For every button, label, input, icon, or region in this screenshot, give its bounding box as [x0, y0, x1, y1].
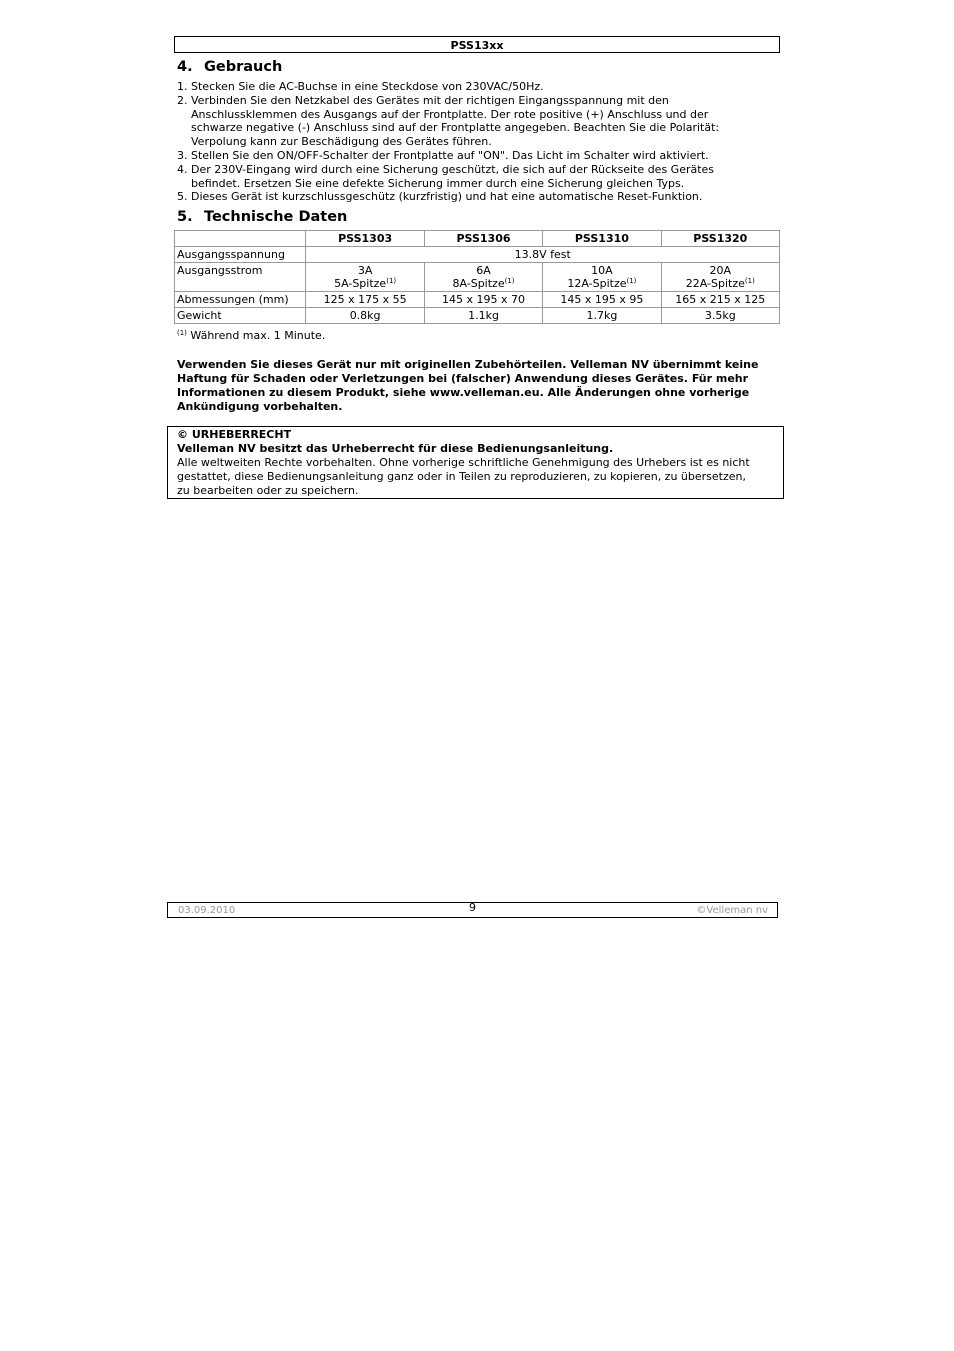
row-label: Ausgangsspannung — [175, 247, 306, 263]
copyright-subheading: Velleman NV besitzt das Urheberrecht für diese Bedienungsanleitung. — [177, 442, 614, 455]
list-item — [177, 190, 767, 204]
table-row — [175, 247, 780, 263]
step-text: Stecken Sie die AC-Buchse in eine Steckdose von 230VAC/50Hz. — [191, 80, 544, 93]
list-item — [177, 149, 767, 163]
row-label: Ausgangsstrom — [175, 263, 306, 292]
model-header: PSS1320 — [661, 231, 779, 247]
notice-line: Informationen zu diesem Produkt, siehe www.velleman.eu. Alle Änderungen ohne vorherige — [177, 386, 750, 399]
nominal-current: 10A — [591, 264, 613, 277]
table-cell: 165 x 215 x 125 — [661, 292, 779, 308]
table-cell: 13.8V fest — [306, 247, 780, 263]
section-heading: Gebrauch — [204, 59, 283, 75]
nominal-current: 20A — [709, 264, 732, 277]
notice-line: Verwenden Sie dieses Gerät nur mit originellen Zubehörteilen. Velleman NV übernimmt keine — [177, 358, 759, 371]
footer-date: 03.09.2010 — [178, 905, 236, 916]
list-item — [177, 94, 767, 149]
step-number: 4. — [177, 162, 188, 176]
table-cell: 1.1kg — [424, 308, 542, 324]
peak-current: 8A-Spitze — [452, 277, 505, 290]
nominal-current: 6A — [476, 264, 491, 277]
step-text: Verbinden Sie den Netzkabel des Gerätes mit der richtigen Eingangsspannung mit den — [191, 93, 669, 107]
section-heading: Technische Daten — [204, 209, 348, 225]
table-cell — [543, 263, 661, 292]
notice-line: Haftung für Schaden oder Verletzungen bei (falscher) Anwendung dieses Gerätes. Für mehr — [177, 372, 749, 385]
page-header — [174, 36, 780, 53]
table-cell — [306, 263, 424, 292]
section-title-specs — [177, 208, 347, 226]
table-cell: 1.7kg — [543, 308, 661, 324]
footnote-marker: (1) — [177, 329, 187, 337]
table-row — [175, 292, 780, 308]
copyright-line: Alle weltweiten Rechte vorbehalten. Ohne vorherige schriftliche Genehmigung des Urhebers ist es nicht — [177, 456, 750, 469]
step-number: 3. — [177, 148, 188, 162]
table-header-row — [175, 231, 780, 247]
list-item — [177, 80, 767, 94]
copyright-heading: © URHEBERRECHT — [177, 428, 292, 441]
footnote-text: Während max. 1 Minute. — [186, 329, 326, 342]
footnote-ref: (1) — [626, 277, 637, 285]
peak-current: 5A-Spitze — [334, 277, 387, 290]
table-cell: 145 x 195 x 70 — [424, 292, 542, 308]
step-text: Verpolung kann zur Beschädigung des Gerätes führen. — [191, 135, 492, 149]
footnote — [177, 329, 325, 342]
table-cell: 0.8kg — [306, 308, 424, 324]
empty-header-cell — [175, 231, 306, 247]
row-label: Abmessungen (mm) — [175, 292, 306, 308]
step-text: schwarze negative (-) Anschluss sind auf der Frontplatte angegeben. Beachten Sie die Polarität: — [191, 121, 720, 135]
step-number: 2. — [177, 93, 188, 107]
header-title: PSS13xx — [450, 39, 504, 52]
usage-steps-list — [177, 80, 767, 204]
table-cell — [661, 263, 779, 292]
list-item — [177, 163, 767, 191]
table-row — [175, 263, 780, 292]
table-cell: 3.5kg — [661, 308, 779, 324]
footnote-ref: (1) — [504, 277, 515, 285]
step-text: befindet. Ersetzen Sie eine defekte Sicherung immer durch eine Sicherung gleichen Typs. — [191, 176, 685, 190]
table-row — [175, 308, 780, 324]
table-cell: 145 x 195 x 95 — [543, 292, 661, 308]
row-label: Gewicht — [175, 308, 306, 324]
peak-current: 22A-Spitze — [685, 277, 745, 290]
section-number: 4. — [177, 59, 193, 75]
step-number: 1. — [177, 80, 188, 93]
step-text: Der 230V-Eingang wird durch eine Sicherung geschützt, die sich auf der Rückseite des Gerätes — [191, 162, 715, 176]
section-title-usage — [177, 58, 282, 76]
notice-line: Ankündigung vorbehalten. — [177, 400, 343, 413]
footnote-ref: (1) — [744, 277, 755, 285]
model-header: PSS1303 — [306, 231, 424, 247]
footnote-ref: (1) — [386, 277, 397, 285]
specs-table — [174, 230, 780, 324]
step-number: 5. — [177, 190, 188, 204]
page-number: 9 — [469, 901, 476, 914]
step-text: Dieses Gerät ist kurzschlussgeschütz (kurzfristig) und hat eine automatische Reset-Funktion. — [191, 190, 703, 204]
copyright-line: zu bearbeiten oder zu speichern. — [177, 484, 359, 497]
table-cell — [424, 263, 542, 292]
footer-copyright: ©Velleman nv — [696, 905, 768, 916]
copyright-box — [167, 426, 784, 499]
model-header: PSS1310 — [543, 231, 661, 247]
page-footer — [167, 902, 778, 918]
usage-notice — [177, 358, 773, 414]
step-text: Stellen Sie den ON/OFF-Schalter der Frontplatte auf "ON". Das Licht im Schalter wird aktiviert. — [191, 148, 709, 162]
nominal-current: 3A — [357, 264, 373, 277]
step-text: Anschlussklemmen des Ausgangs auf der Frontplatte. Der rote positive (+) Anschluss und der — [191, 107, 709, 121]
table-cell: 125 x 175 x 55 — [306, 292, 424, 308]
peak-current: 12A-Spitze — [567, 277, 627, 290]
model-header: PSS1306 — [424, 231, 542, 247]
copyright-line: gestattet, diese Bedienungsanleitung ganz oder in Teilen zu reproduzieren, zu kopieren, zu übersetzen, — [177, 470, 746, 483]
section-number: 5. — [177, 209, 193, 225]
